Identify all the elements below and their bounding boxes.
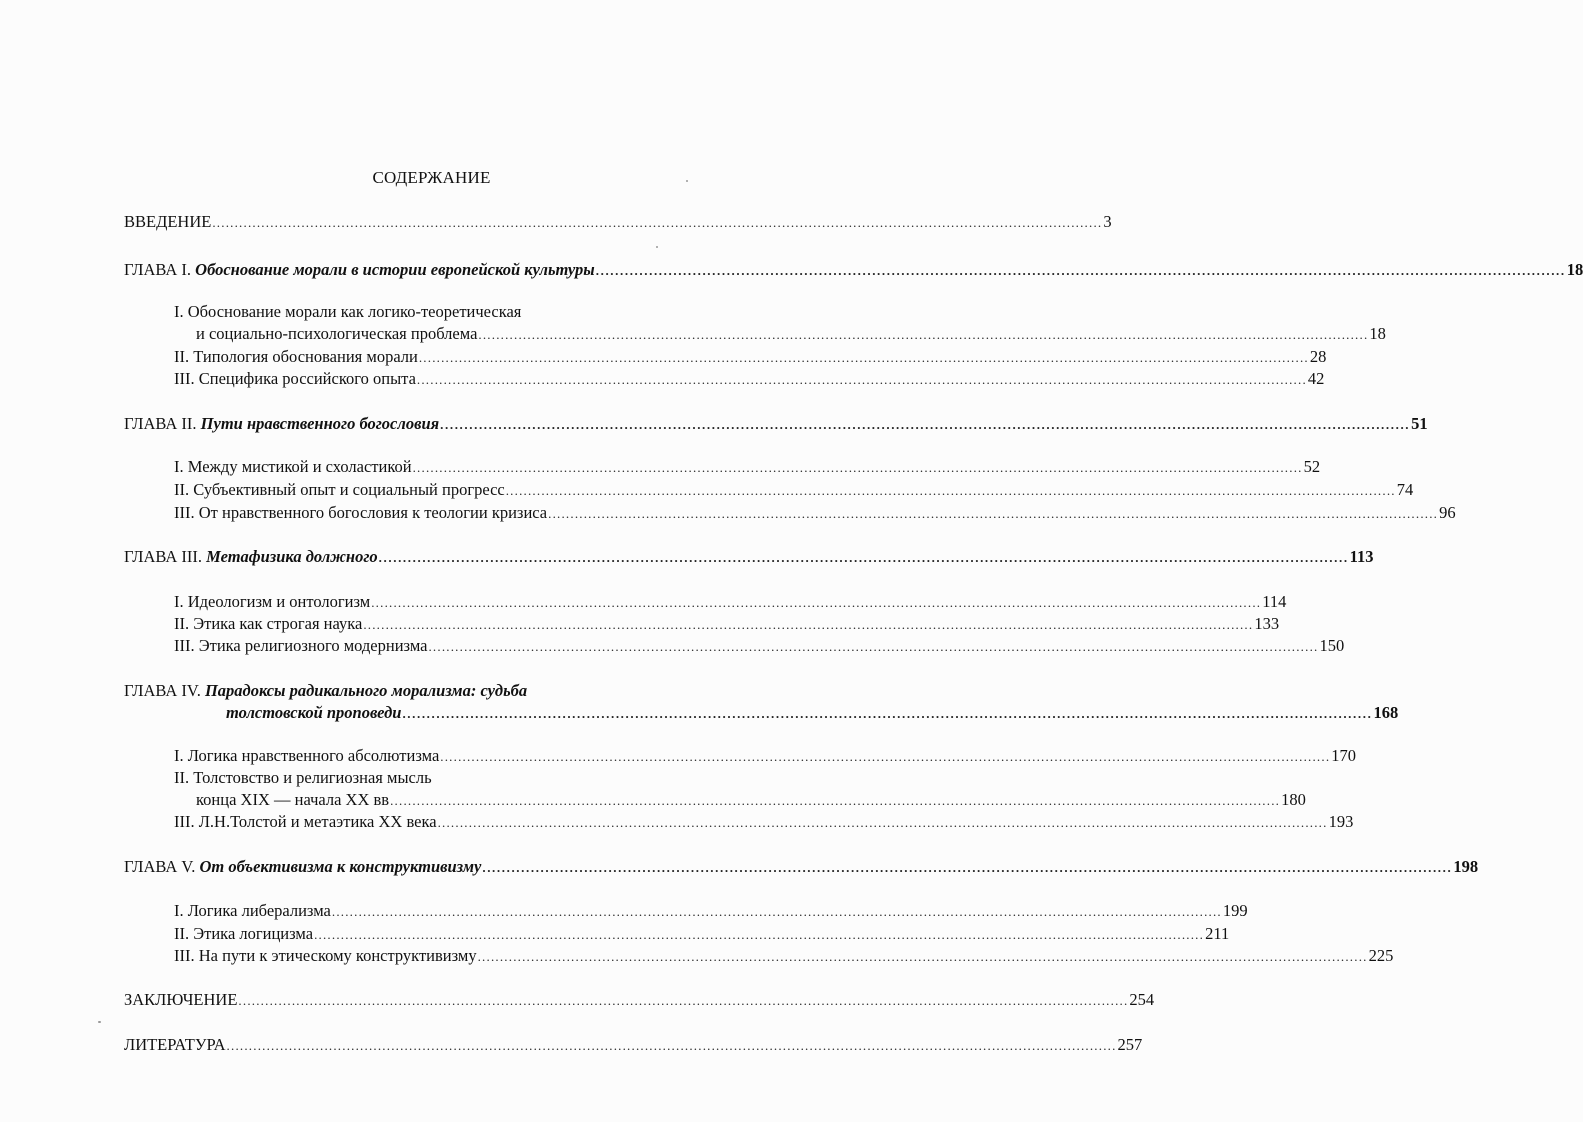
toc-page: 168 <box>1373 703 1399 722</box>
chapter-title: Обоснование морали в истории европейской культуры <box>195 260 595 279</box>
leader-dots: ........................................................................................................................................................................................................ <box>548 506 1439 521</box>
toc-section-5-2 <box>174 924 1230 944</box>
leader-dots: ........................................................................................................................................................................................................ <box>418 350 1309 365</box>
leader-dots: ........................................................................................................................................................................................................ <box>478 327 1369 342</box>
toc-chapter-3 <box>124 547 1374 567</box>
chapter-title: От объективизма к конструктивизму <box>199 857 482 876</box>
leader-dots: ........................................................................................................................................................................................................ <box>412 460 1303 475</box>
toc-chapter-5 <box>124 857 1479 877</box>
toc-page: 254 <box>1129 990 1155 1009</box>
toc-page: 96 <box>1439 503 1456 522</box>
toc-page: 52 <box>1303 457 1321 476</box>
leader-dots: ........................................................................................................................................................................................................ <box>363 617 1254 632</box>
leader-dots: ........................................................................................................................................................................................................ <box>477 949 1368 964</box>
toc-page: 113 <box>1349 547 1374 566</box>
toc-label: III. Этика религиозного модернизма <box>174 636 428 655</box>
leader-dots: ........................................................................................................................................................................................................ <box>505 483 1396 498</box>
toc-label: I. Логика либерализма <box>174 901 331 920</box>
toc-section-1-3 <box>174 369 1325 389</box>
toc-section-3-3 <box>174 636 1345 656</box>
leader-dots: ........................................................................................................................................................................................................ <box>314 927 1205 942</box>
toc-literature <box>124 1035 1143 1055</box>
toc-page: 114 <box>1262 592 1287 611</box>
toc-label: ЛИТЕРАТУРА <box>124 1035 226 1054</box>
scan-speck <box>656 246 658 248</box>
toc-page: 198 <box>1453 857 1479 876</box>
toc-label: II. Типология обоснования морали <box>174 347 418 366</box>
toc-section-4-3 <box>174 812 1354 832</box>
toc-intro <box>124 212 1112 232</box>
toc-page: 133 <box>1254 614 1280 633</box>
toc-label: ЗАКЛЮЧЕНИЕ <box>124 990 238 1009</box>
toc-section-5-1 <box>174 901 1248 921</box>
toc-page: 74 <box>1396 480 1414 499</box>
toc-label: I. Между мистикой и схоластикой <box>174 457 412 476</box>
toc-section-3-2 <box>174 614 1280 634</box>
toc-page: 193 <box>1328 812 1354 831</box>
toc-section-4-1 <box>174 746 1357 766</box>
toc-label: и социально-психологическая проблема <box>196 324 478 343</box>
toc-label: III. Л.Н.Толстой и метаэтика XX века <box>174 812 437 831</box>
toc-label: III. Специфика российского опыта <box>174 369 416 388</box>
toc-page: 42 <box>1307 369 1325 388</box>
toc-chapter-4 <box>226 703 1399 723</box>
chapter-title: толстовской проповеди <box>226 703 402 722</box>
toc-label: II. Этика как строгая наука <box>174 614 363 633</box>
chapter-prefix: ГЛАВА III. <box>124 547 207 566</box>
toc-page: 18 <box>1566 260 1583 279</box>
toc-section-1-2 <box>174 347 1327 367</box>
toc-label: I. Идеологизм и онтологизм <box>174 592 371 611</box>
toc-page: 199 <box>1222 901 1248 920</box>
leader-dots: ........................................................................................................................................................................................................ <box>331 904 1222 919</box>
toc-chapter-4-line1 <box>124 681 527 701</box>
leader-dots: ........................................................................................................................................................................................................ <box>437 815 1328 830</box>
chapter-title: Пути нравственного богословия <box>200 414 440 433</box>
chapter-prefix: ГЛАВА V. <box>124 857 200 876</box>
chapter-title: Метафизика должного <box>206 547 378 566</box>
toc-section-4-2-line1: II. Толстовство и религиозная мысль <box>174 768 432 787</box>
toc-chapter-2 <box>124 414 1428 434</box>
chapter-prefix: ГЛАВА I. <box>124 260 196 279</box>
toc-section-4-2 <box>196 790 1306 810</box>
toc-page: 51 <box>1411 414 1428 433</box>
toc-label: II. Субъективный опыт и социальный прогресс <box>174 480 505 499</box>
leader-dots: ........................................................................................................................................................................................................ <box>595 263 1566 278</box>
leader-dots: ........................................................................................................................................................................................................ <box>226 1038 1117 1053</box>
chapter-prefix: ГЛАВА IV. <box>124 681 205 700</box>
leader-dots: ........................................................................................................................................................................................................ <box>390 793 1281 808</box>
toc-page: 18 <box>1369 324 1386 343</box>
toc-section-2-3 <box>174 503 1456 523</box>
toc-conclusion <box>124 990 1155 1010</box>
leader-dots: ........................................................................................................................................................................................................ <box>378 550 1349 565</box>
chapter-title: Парадоксы радикального морализма: судьба <box>204 681 528 700</box>
leader-dots: ........................................................................................................................................................................................................ <box>371 595 1262 610</box>
leader-dots: ........................................................................................................................................................................................................ <box>482 860 1453 875</box>
toc-chapter-1 <box>124 260 1583 280</box>
toc-section-2-2 <box>174 480 1414 500</box>
leader-dots: ........................................................................................................................................................................................................ <box>416 372 1307 387</box>
leader-dots: ........................................................................................................................................................................................................ <box>440 417 1411 432</box>
toc-section-3-1 <box>174 592 1287 612</box>
toc-page: 170 <box>1331 746 1357 765</box>
scan-speck <box>686 180 688 182</box>
toc-section-2-1 <box>174 457 1321 477</box>
toc-section-1-1 <box>196 324 1386 344</box>
toc-page: 28 <box>1309 347 1327 366</box>
toc-label: I. Логика нравственного абсолютизма <box>174 746 440 765</box>
page-title: СОДЕРЖАНИЕ <box>372 168 491 187</box>
leader-dots: ........................................................................................................................................................................................................ <box>402 706 1373 721</box>
toc-page: 211 <box>1205 924 1230 943</box>
toc-section-1-1-line1: I. Обоснование морали как логико-теоретическая <box>174 302 522 321</box>
toc-page: 150 <box>1319 636 1345 655</box>
toc-page: 3 <box>1103 212 1112 231</box>
toc-section-5-3 <box>174 946 1394 966</box>
leader-dots: ........................................................................................................................................................................................................ <box>440 749 1331 764</box>
leader-dots: ........................................................................................................................................................................................................ <box>428 639 1319 654</box>
toc-label: конца XIX — начала XX вв <box>196 790 390 809</box>
toc-label: II. Этика логицизма <box>174 924 314 943</box>
chapter-prefix: ГЛАВА II. <box>124 414 201 433</box>
toc-page: 257 <box>1117 1035 1143 1054</box>
toc-page: 180 <box>1281 790 1306 809</box>
toc-label: ВВЕДЕНИЕ <box>124 212 212 231</box>
scan-speck <box>98 1021 101 1023</box>
toc-page: 225 <box>1368 946 1394 965</box>
toc-label: III. От нравственного богословия к теологии кризиса <box>174 503 548 522</box>
toc-label: III. На пути к этическому конструктивизму <box>174 946 477 965</box>
leader-dots: ........................................................................................................................................................................................................ <box>238 993 1129 1008</box>
leader-dots: ........................................................................................................................................................................................................ <box>212 215 1103 230</box>
